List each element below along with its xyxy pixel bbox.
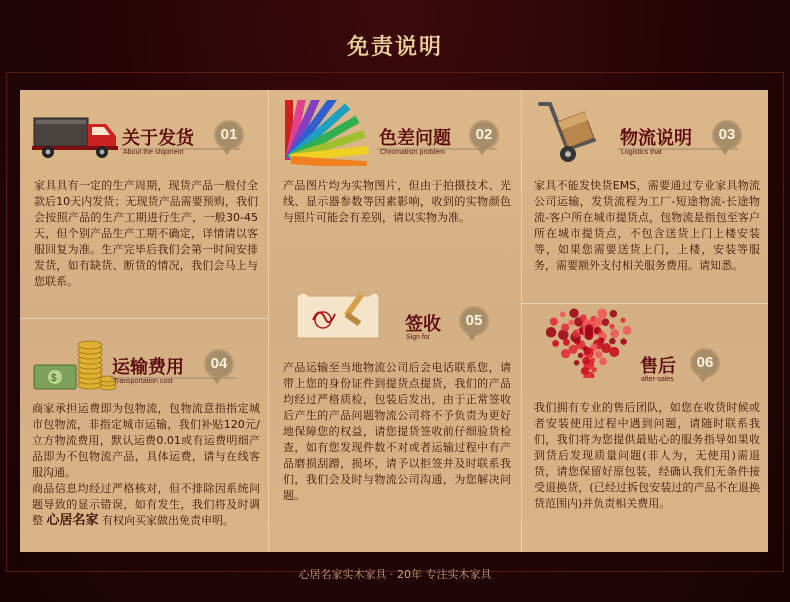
- section-subtitle: Logistics that: [621, 149, 662, 156]
- delivery-truck-icon: [32, 112, 122, 162]
- section-body: 我们拥有专业的售后团队，如您在收货时候或者安装使用过程中遇到问题，请随时联系我们，我们将为您提供最贴心的服务指导如果收到货后发现质量问题(非人为，无使用)需退货，请您保留好原包装，经确认我们无条件接受退换货，(已经过拆包安装过的产品不在退换货范围内)并负责相关费用。: [534, 401, 760, 510]
- footer-tagline: 心居名家实木家具 · 20年 专注实木家具: [298, 568, 492, 581]
- section-subtitle: after-sales: [641, 376, 674, 383]
- section-heading: 签收: [405, 314, 441, 335]
- page-title: 免责说明: [346, 34, 443, 60]
- disclaimer-panel: [20, 90, 768, 552]
- section-number-badge: 03: [712, 120, 742, 150]
- section-body-part: 有权向买家做出免责申明。: [102, 514, 235, 527]
- badge-tail: [222, 148, 232, 155]
- coins-money-icon: [32, 335, 118, 395]
- section-heading: 售后: [640, 356, 676, 377]
- section-sign-for: [269, 280, 521, 552]
- section-chromatism: [269, 90, 521, 290]
- section-heading: 关于发货: [122, 128, 194, 149]
- section-transport-cost: [20, 319, 268, 552]
- section-body-part: 商家承担运费即为包物流，包物流意指指定城市包物流，非指定城市运输，我们补贴120元/立方物流费用，默认运费0.01或有运费明细产品即为不包物流产品，具体运费，请与在线客服沟通。: [32, 402, 260, 479]
- section-after-sales: [522, 304, 768, 552]
- section-subtitle: Sign for: [406, 334, 431, 341]
- section-number-badge: 06: [690, 348, 720, 378]
- section-body: 家具不能发快货EMS，需要通过专业家具物流公司运输，发货流程为工厂-短途物流-长途物流-客户所在城市提货点，包物流是指包至客户所在城市提货点，不包含送货上门上楼安装等，如果您需要送货上门，上楼，安装等服务，需要额外支付相关服务费用。请知悉。: [534, 179, 760, 272]
- badge-tail: [477, 148, 487, 155]
- badge-tail: [720, 148, 730, 155]
- section-subtitle: Transportation cost: [113, 378, 173, 385]
- section-subtitle: Chromatism problem: [380, 149, 445, 156]
- badge-tail: [212, 377, 222, 384]
- section-logistics: [522, 90, 768, 303]
- section-subtitle: About the shipment: [123, 149, 184, 156]
- section-shipment: [20, 90, 268, 318]
- badge-tail: [698, 376, 708, 383]
- hand-truck-icon: [534, 100, 614, 166]
- section-body-part: 商品信息均经过严格核对，但不排除因系统问题导致的显示错误，如有发生，我们将及时调整: [32, 482, 260, 527]
- section-heading: 色差问题: [379, 128, 451, 149]
- color-swatch-fan-icon: [283, 100, 373, 166]
- section-body: 产品图片均为实物图片，但由于拍摄技术、光线、显示器参数等因素影响，收到的实物颜色与照片可能会有差别，请以实物为准。: [283, 179, 511, 224]
- section-number-badge: 05: [459, 306, 489, 336]
- section-body: [32, 401, 260, 529]
- section-number-badge: 01: [214, 120, 244, 150]
- heart-of-dots-icon: [546, 308, 632, 378]
- badge-tail: [467, 334, 477, 341]
- brand-name: 心居名家: [46, 513, 99, 528]
- section-body: 家具具有一定的生产周期，现货产品一般付全款后10天内发货；无现货产品需要预购，我们会按照产品的生产工期进行生产，一般30-45天，但个别产品生产工期不确定，详情请以客服回复为准。生产完毕后我们会第一时间安排发货，如有缺货、断货的情况，我们会马上与您联系。: [34, 179, 258, 288]
- section-body: 产品运输至当地物流公司后会电话联系您，请带上您的身份证件到提货点提货，我们的产品均经过严格质检，包装后发出，由于正常签收后产生的产品问题物流公司将不予负责为更好地保障您的权益，请您提货签收前仔细验货检查，如有您发现件数不对或者运输过程中有产品磨损刮蹭，损坏，请予以拒签并及时联系我们，我们会及时与物流公司沟通，为您解决问题。: [283, 361, 511, 502]
- section-number-badge: 02: [469, 120, 499, 150]
- signature-stamp-icon: [293, 284, 383, 344]
- section-number-badge: 04: [204, 349, 234, 379]
- svg-text:$: $: [51, 373, 57, 384]
- section-heading: 运输费用: [112, 357, 184, 378]
- section-heading: 物流说明: [620, 128, 692, 149]
